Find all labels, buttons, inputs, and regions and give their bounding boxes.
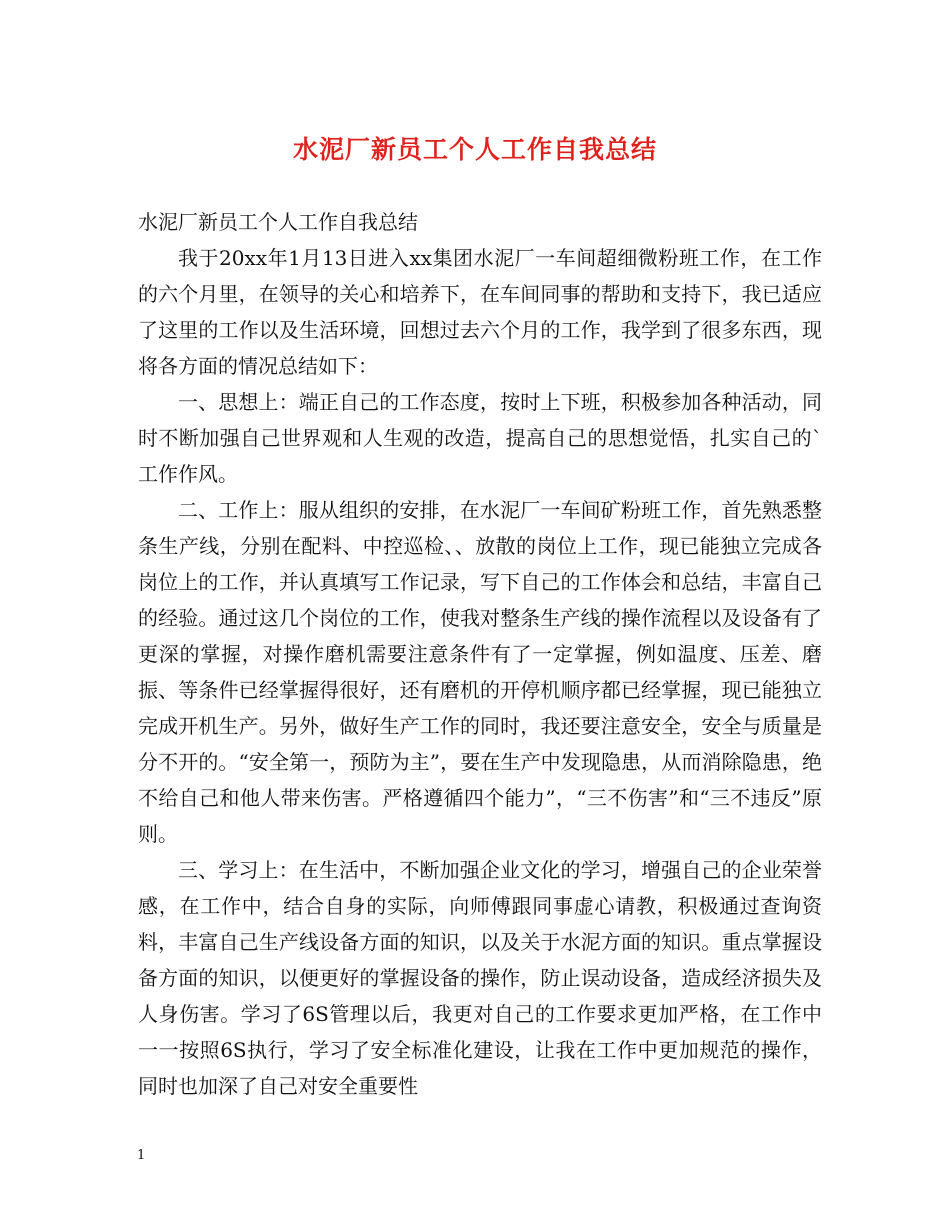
paragraph-thought: 一、思想上：端正自己的工作态度，按时上下班，积极参加各种活动，同时不断加强自己世界观和人生观的改造，提高自己的思想觉悟，扎实自己的`工作作风。: [138, 390, 822, 486]
paragraph-study: 三、学习上：在生活中，不断加强企业文化的学习，增强自己的企业荣誉感，在工作中，结合自身的实际，向师傅跟同事虚心请教，积极通过查询资料，丰富自己生产线设备方面的知识，以及关于水泥方面的知识。重点掌握设备方面的知识，以便更好的掌握设备的操作，防止误动设备，造成经济损失及人身伤害。学习了6S管理以后，我更对自己的工作要求更加严格，在工作中一一按照6S执行，学习了安全标准化建设，让我在工作中更加规范的操作，同时也加深了自己对安全重要性: [138, 858, 822, 1098]
page-number: 1: [137, 1148, 146, 1163]
document-body: [138, 204, 822, 1104]
paragraph-work: 二、工作上：服从组织的安排，在水泥厂一车间矿粉班工作，首先熟悉整条生产线，分别在配料、中控巡检、、放散的岗位上工作，现已能独立完成各岗位上的工作，并认真填写工作记录，写下自己的工作体会和总结，丰富自己的经验。通过这几个岗位的工作，使我对整条生产线的操作流程以及设备有了更深的掌握，对操作磨机需要注意条件有了一定掌握，例如温度、压差、磨振、等条件已经掌握得很好，还有磨机的开停机顺序都已经掌握，现已能独立完成开机生产。另外，做好生产工作的同时，我还要注意安全，安全与质量是分不开的。“安全第一，预防为主”，要在生产中发现隐患，从而消除隐患，绝不给自己和他人带来伤害。严格遵循四个能力”，“三不伤害”和“三不违反”原则。: [138, 498, 822, 846]
document-subtitle: 水泥厂新员工个人工作自我总结: [138, 210, 418, 234]
paragraph-intro: 我于20xx年1月13日进入xx集团水泥厂一车间超细微粉班工作，在工作的六个月里，在领导的关心和培养下，在车间同事的帮助和支持下，我已适应了这里的工作以及生活环境，回想过去六个月的工作，我学到了很多东西，现将各方面的情况总结如下：: [138, 246, 822, 378]
document-title: 水泥厂新员工个人工作自我总结: [292, 135, 657, 164]
